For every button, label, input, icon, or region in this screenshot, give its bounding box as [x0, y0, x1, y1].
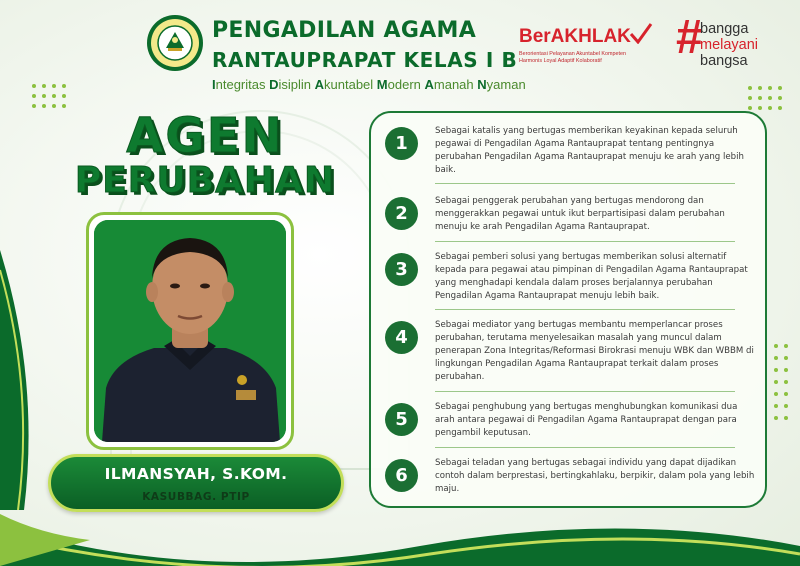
role-number-2: 2	[385, 197, 418, 230]
institution-name-line2: RANTAUPRAPAT KELAS I B	[212, 48, 518, 72]
bangga-line3: bangsa	[700, 53, 748, 69]
berakhlak-word: BerAKHLAK	[519, 26, 631, 47]
divider	[435, 391, 735, 392]
role-text-2: Sebagai penggerak perubahan yang bertugas mendorong dan menggerakkan pegawai untuk ikut berpartisipasi dalam perubahan menuju ke arah Pengadilan Agama Rantauprapat.	[435, 196, 725, 232]
bottom-wave-decoration	[0, 476, 800, 566]
photo-frame	[86, 212, 294, 450]
berakhlak-tagline2: Harmonis Loyal Adaptif Kolaboratif	[519, 58, 602, 64]
role-text-4: Sebagai mediator yang bertugas membantu memperlancar proses perubahan, terutama menyelesaikan masalah yang muncul dalam penerapan Zona Integritas/Reformasi Birokrasi menuju WBK dan WBBM di lingkungan Pengadilan Agama Rantauprapat terkait dalam proses perubahan.	[435, 320, 754, 382]
bangga-line2: melayani	[700, 37, 759, 53]
divider	[435, 309, 735, 310]
berakhlak-tagline1: Berorientasi Pelayanan Akuntabel Kompeten	[519, 51, 626, 57]
hashtag-icon: #	[676, 11, 703, 64]
title-line2: PERUBAHAN	[74, 160, 336, 201]
dot-pattern-right-mid	[772, 340, 796, 450]
court-logo	[146, 14, 204, 72]
role-number-6: 6	[385, 459, 418, 492]
role-text-1: Sebagai katalis yang bertugas memberikan keyakinan kepada seluruh pegawai di Pengadilan Agama Rantauprapat tentang pentingnya perubahan Pengadilan Agama Rantauprapat menuju ke arah yang lebih baik.	[435, 126, 744, 175]
divider	[435, 183, 735, 184]
role-text-3: Sebagai pemberi solusi yang bertugas memberikan solusi alternatif kepada para pegawai atau pimpinan di Pengadilan Agama Rantauprapat yang menghadapi kendala dalam proses berjalannya perubahan Pengadilan Agama Rantauprapat menuju lebih baik.	[435, 252, 748, 301]
berakhlak-logo	[519, 24, 659, 70]
dot-pattern-left	[30, 82, 70, 122]
motto: Integritas Disiplin Akuntabel Modern Amanah Nyaman	[212, 77, 526, 92]
left-corner-decoration	[0, 250, 60, 510]
person-name: ILMANSYAH, S.KOM.	[104, 465, 288, 483]
dot-pattern-right-top	[746, 84, 786, 114]
person-silhouette	[94, 220, 286, 442]
divider	[435, 241, 735, 242]
role-number-3: 3	[385, 253, 418, 286]
bangga-line1: bangga	[700, 21, 749, 37]
role-text-6: Sebagai teladan yang bertugas sebagai individu yang dapat dijadikan contoh dalam berprestasi, bertingkahlaku, berpikir, dalam pola yang lebih maju.	[435, 458, 755, 494]
roles-panel	[369, 111, 767, 508]
role-number-4: 4	[385, 321, 418, 354]
person-photo	[94, 220, 286, 442]
divider	[435, 447, 735, 448]
role-number-1: 1	[385, 127, 418, 160]
person-role: KASUBBAG. PTIP	[142, 491, 250, 503]
berakhlak-check-icon	[629, 22, 653, 44]
role-number-5: 5	[385, 403, 418, 436]
bangga-melayani-bangsa-logo	[676, 11, 786, 70]
role-text-5: Sebagai penghubung yang bertugas menghubungkan komunikasi dua arah antara pegawai di Pengadilan Agama Rantauprapat dengan para pengambil keputusan.	[435, 402, 738, 438]
institution-name-line1: PENGADILAN AGAMA	[212, 18, 477, 43]
title-line1: AGEN	[126, 108, 284, 164]
